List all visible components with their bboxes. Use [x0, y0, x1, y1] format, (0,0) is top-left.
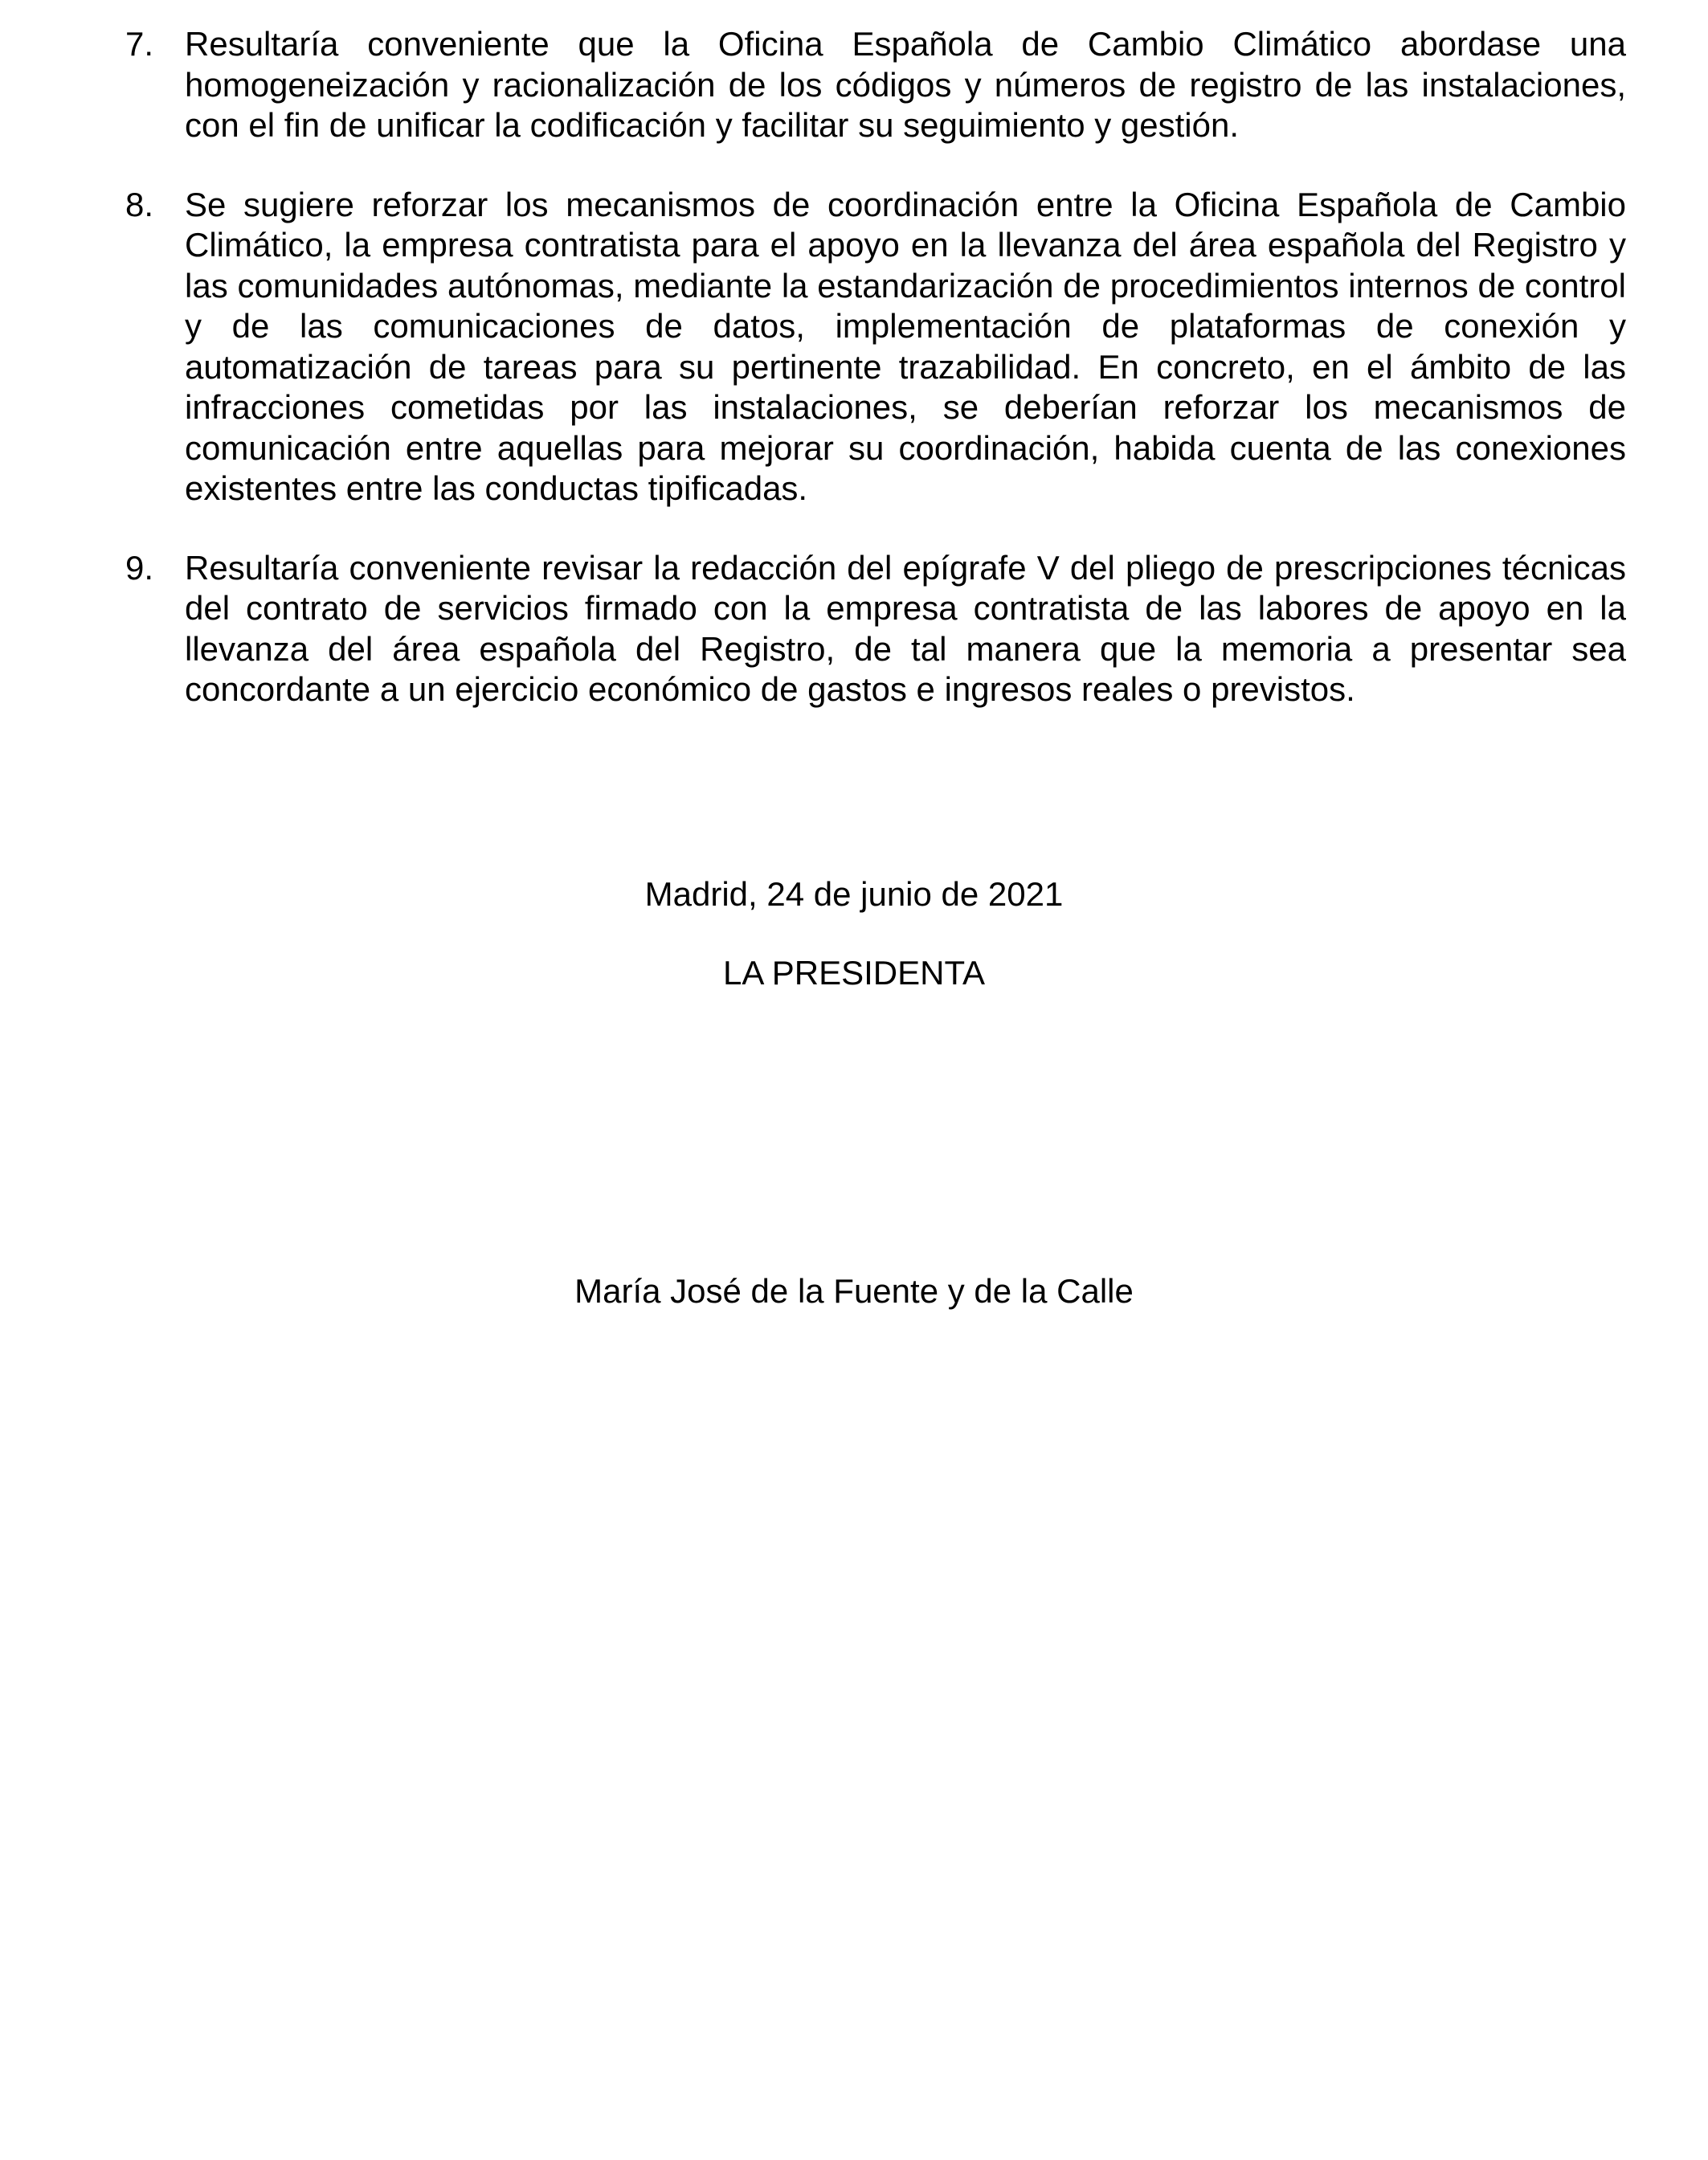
signatory-name: María José de la Fuente y de la Calle [574, 1272, 1134, 1310]
recommendation-item-7 [125, 24, 1626, 146]
recommendation-text: Se sugiere reforzar los mecanismos de coordinación entre la Oficina Española de Cambio Climático, la empresa contratista para el apoyo en la llevanza del área española del Registro y las comunidades autónomas, mediante la estandarización de procedimientos internos de control y de las comunicaciones de datos, implementación de plataformas de conexión y automatización de tareas para su pertinente trazabilidad. En concreto, en el ámbito de las infracciones cometidas por las instalaciones, se deberían reforzar los mecanismos de comunicación entre aquellas para mejorar su coordinación, habida cuenta de las conexiones existentes entre las conductas tipificadas. [185, 185, 1626, 507]
recommendation-text: Resultaría conveniente que la Oficina Española de Cambio Climático abordase una homogeneización y racionalización de los códigos y números de registro de las instalaciones, con el fin de unificar la codificación y facilitar su seguimiento y gestión. [185, 25, 1626, 144]
recommendation-number: 8. [125, 185, 154, 223]
recommendation-list [125, 24, 1626, 749]
place-and-date: Madrid, 24 de junio de 2021 [644, 875, 1064, 913]
signatory-role: LA PRESIDENTA [723, 954, 985, 992]
recommendation-number: 7. [125, 25, 154, 63]
recommendation-text: Resultaría conveniente revisar la redacción del epígrafe V del pliego de prescripciones técnicas del contrato de servicios firmado con la empresa contratista de las labores de apoyo en la llevanza del área española del Registro, de tal manera que la memoria a presentar sea concordante a un ejercicio económico de gastos e ingresos reales o previstos. [185, 548, 1626, 708]
recommendation-number: 9. [125, 548, 154, 587]
recommendation-item-9 [125, 548, 1626, 710]
recommendation-item-8 [125, 185, 1626, 509]
